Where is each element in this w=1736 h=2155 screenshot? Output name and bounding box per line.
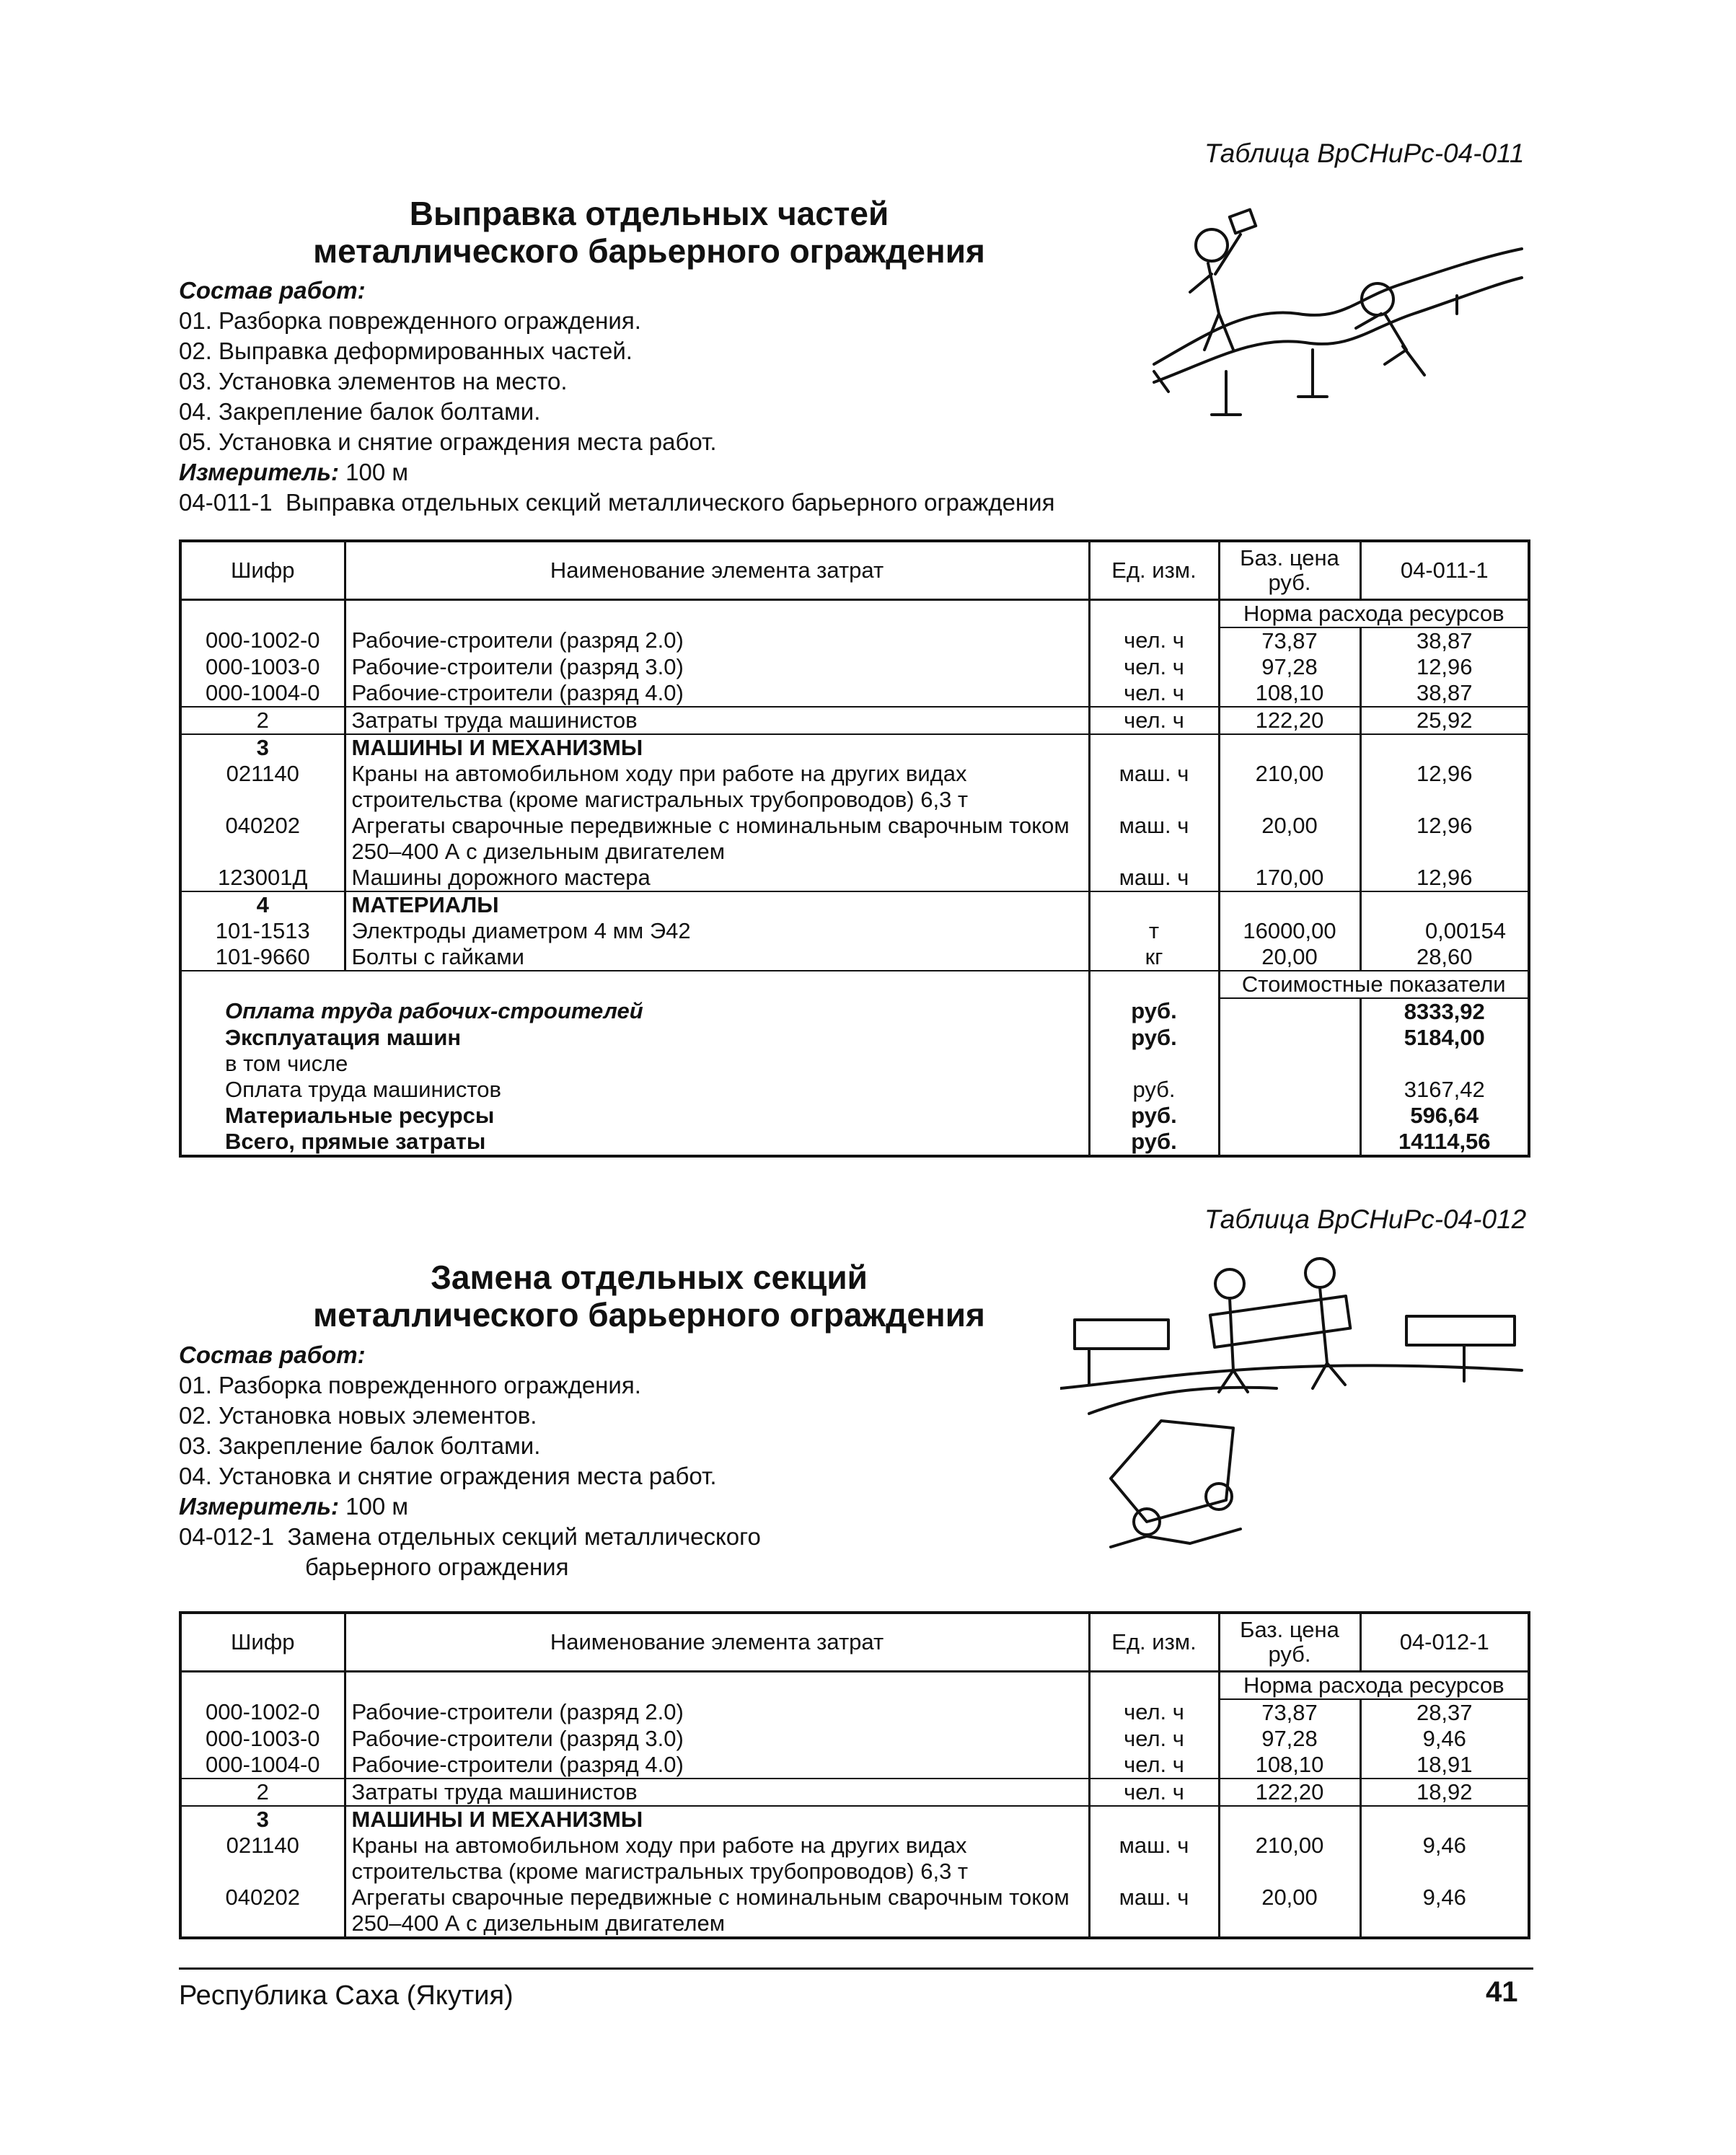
header-column: 04-011-1 [1360,541,1529,600]
summary-row: Оплата труда машинистов руб. 3167,42 [180,1077,1529,1103]
composition-list-1 [179,276,1116,518]
table-row: 021140 Краны на автомобильном ходу при работе на других видах строительства (кроме магистральных трубопроводов) 6,3 т маш. ч 210,00 9,46 [180,1833,1529,1885]
step-item: 05. Установка и снятие ограждения места работ. [179,428,717,455]
section-title-1 [245,195,1053,270]
resource-table-1 [179,539,1530,1158]
step-item: 04. Закрепление балок болтами. [179,398,541,425]
section-title-2-line2: металлического барьерного ограждения [313,1296,985,1334]
header-name: Наименование элемента затрат [345,541,1089,600]
step-item: 02. Установка новых элементов. [179,1402,537,1429]
table-row: 123001Д Машины дорожного мастера маш. ч 170,00 12,96 [180,865,1529,891]
step-item: 02. Выправка деформированных частей. [179,338,633,364]
summary-row: Материальные ресурсы руб. 596,64 [180,1103,1529,1129]
table-row: 4 МАТЕРИАЛЫ [180,891,1529,918]
header-unit: Ед. изм. [1089,1613,1219,1672]
table-row: 000-1003-0 Рабочие-строители (разряд 3.0) чел. ч 97,28 9,46 [180,1726,1529,1752]
norm-header: Норма расхода ресурсов [1219,600,1529,628]
table-row: 040202 Агрегаты сварочные передвижные с номинальным сварочным током 250–400 А с дизельным двигателем маш. ч 20,00 12,96 [180,813,1529,865]
step-item: 03. Закрепление балок болтами. [179,1432,541,1459]
table-row: 3 МАШИНЫ И МЕХАНИЗМЫ [180,734,1529,761]
table-row: 000-1002-0 Рабочие-строители (разряд 2.0) чел. ч 73,87 28,37 [180,1699,1529,1726]
table-row: 2 Затраты труда машинистов чел. ч 122,20 25,92 [180,707,1529,734]
footer-divider [179,1967,1533,1970]
header-column: 04-012-1 [1360,1613,1529,1672]
guardrail-replacement-illustration [1060,1240,1529,1579]
table-row: 000-1004-0 Рабочие-строители (разряд 4.0) чел. ч 108,10 18,91 [180,1752,1529,1779]
table-label-2: Таблица ВрСНиРс-04-012 [1204,1204,1527,1234]
step-item: 03. Установка элементов на место. [179,368,568,395]
summary-row: Оплата труда рабочих-строителей руб. 8333,92 [180,998,1529,1025]
header-name: Наименование элемента затрат [345,1613,1089,1672]
item-line-1: 04-011-1 Выправка отдельных секций металлического барьерного ограждения [179,489,1055,516]
meter-line-2: Измеритель: 100 м [179,1493,409,1520]
table-row: 000-1002-0 Рабочие-строители (разряд 2.0) чел. ч 73,87 38,87 [180,627,1529,654]
step-item: 01. Разборка поврежденного ограждения. [179,307,641,334]
table-label-1: Таблица ВрСНиРс-04-011 [1204,138,1525,168]
header-unit: Ед. изм. [1089,541,1219,600]
table-row: 040202 Агрегаты сварочные передвижные с номинальным сварочным током 250–400 А с дизельным двигателем маш. ч 20,00 9,46 [180,1885,1529,1938]
table-row: 101-9660 Болты с гайками кг 20,00 28,60 [180,944,1529,971]
guardrail-repair-illustration [1140,206,1529,436]
composition-label-2: Состав работ: [179,1341,366,1368]
header-price: Баз. цена руб. [1219,541,1360,600]
header-code: Шифр [180,1613,345,1672]
summary-row: в том числе [180,1051,1529,1077]
step-item: 01. Разборка поврежденного ограждения. [179,1372,641,1398]
resource-table-2 [179,1611,1530,1939]
table-row: 3 МАШИНЫ И МЕХАНИЗМЫ [180,1806,1529,1833]
header-code: Шифр [180,541,345,600]
footer-region: Республика Саха (Якутия) [179,1980,514,2011]
table-row: 000-1003-0 Рабочие-строители (разряд 3.0) чел. ч 97,28 12,96 [180,654,1529,680]
composition-label-1: Состав работ: [179,277,366,304]
section-title-1-line1: Выправка отдельных частей [409,195,889,232]
section-title-1-line2: металлического барьерного ограждения [313,232,985,270]
cost-header: Стоимостные показатели [1219,971,1529,998]
step-item: 04. Установка и снятие ограждения места работ. [179,1463,717,1489]
composition-list-2 [179,1340,1116,1582]
summary-row: Эксплуатация машин руб. 5184,00 [180,1025,1529,1051]
header-price: Баз. цена руб. [1219,1613,1360,1672]
meter-line-1: Измеритель: 100 м [179,459,409,485]
table-row: 000-1004-0 Рабочие-строители (разряд 4.0) чел. ч 108,10 38,87 [180,680,1529,707]
page-number: 41 [1486,1976,1518,2008]
section-title-2-line1: Замена отдельных секций [431,1259,868,1296]
item-line-2: 04-012-1 Замена отдельных секций металлического [179,1523,761,1550]
table-row: 2 Затраты труда машинистов чел. ч 122,20 18,92 [180,1779,1529,1806]
section-title-2 [245,1259,1053,1334]
item-line-2-cont: барьерного ограждения [305,1554,569,1580]
table-row: 021140 Краны на автомобильном ходу при работе на других видах строительства (кроме магистральных трубопроводов) 6,3 т маш. ч 210,00 12,96 [180,761,1529,813]
norm-header: Норма расхода ресурсов [1219,1672,1529,1700]
summary-row: Всего, прямые затраты руб. 14114,56 [180,1129,1529,1156]
table-row: 101-1513 Электроды диаметром 4 мм Э42 т 16000,00 0,00154 [180,918,1529,944]
